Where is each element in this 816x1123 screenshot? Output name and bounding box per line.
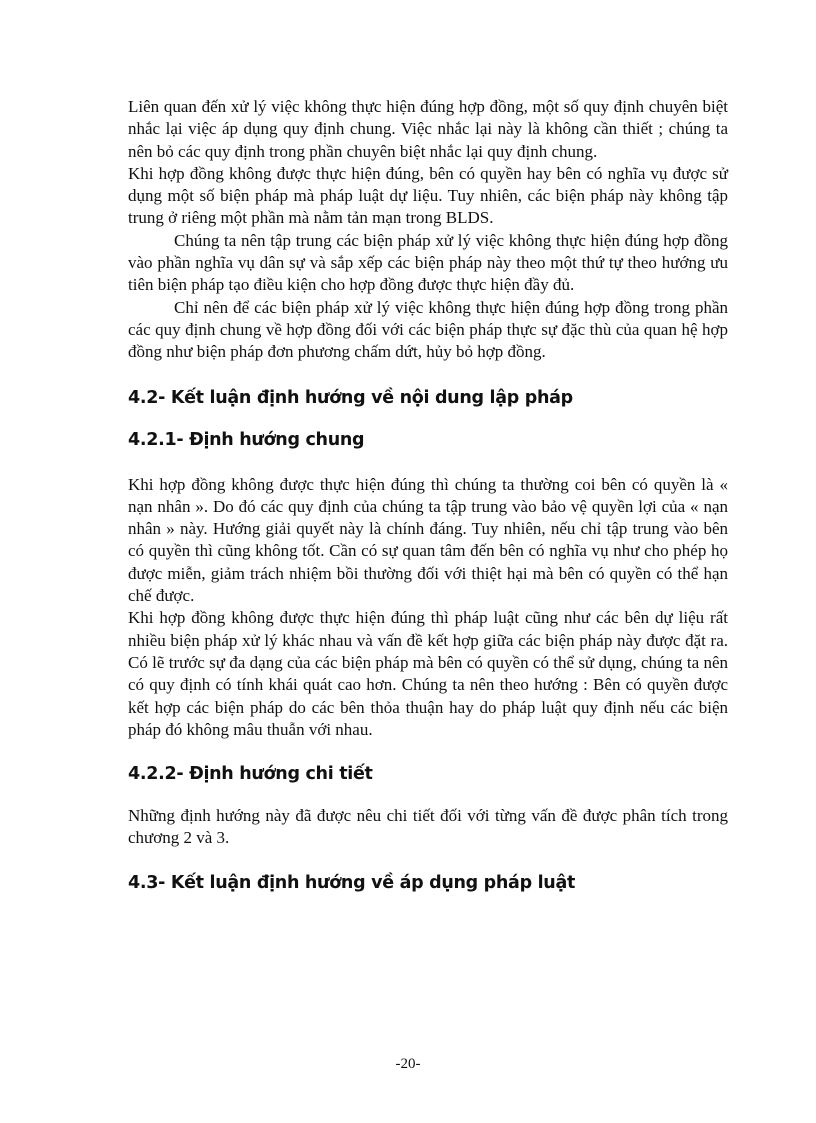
document-page	[128, 96, 728, 895]
heading-4-3: 4.3- Kết luận định hướng về áp dụng pháp luật	[128, 872, 576, 893]
paragraph-combining-remedies: Khi hợp đồng không được thực hiện đúng thì pháp luật cũng như các bên dự liệu rất nhiều biện pháp xử lý khác nhau và vấn đề kết hợp giữa các biện pháp này được đặt ra. Có lẽ trước sự đa dạng của các biện pháp mà bên có quyền có thể sử dụng, chúng ta nên có quy định có tính khái quát cao hơn. Chúng ta nên theo hướng : Bên có quyền được kết hợp các biện pháp do các bên thỏa thuận hay do pháp luật quy định nếu các biện pháp đó không mâu thuẫn với nhau.	[128, 608, 728, 739]
paragraph-detailed-orientation: Những định hướng này đã được nêu chi tiết đối với từng vấn đề được phân tích trong chương 2 và 3.	[128, 806, 728, 848]
paragraph-victim-protection: Khi hợp đồng không được thực hiện đúng thì chúng ta thường coi bên có quyền là « nạn nhân ». Do đó các quy định của chúng ta tập trung vào bảo vệ quyền lợi của « nạn nhân » này. Hướng giải quyết này là chính đáng. Tuy nhiên, nếu chỉ tập trung vào bên có quyền thì cũng không tốt. Cần có sự quan tâm đến bên có nghĩa vụ như cho phép họ được miễn, giảm trách nhiệm bồi thường đối với thiệt hại mà bên có quyền có thể hạn chế được.	[128, 474, 728, 606]
paragraph-specific-remedies: Chỉ nên để các biện pháp xử lý việc không thực hiện đúng hợp đồng trong phần các quy định chung về hợp đồng đối với các biện pháp thực sự đặc thù của quan hệ hợp đồng như biện pháp đơn phương chấm dứt, hủy bỏ hợp đồng.	[128, 297, 728, 362]
paragraph-remedies-scattered: Khi hợp đồng không được thực hiện đúng, bên có quyền hay bên có nghĩa vụ được sử dụng một số biện pháp mà pháp luật dự liệu. Tuy nhiên, các biện pháp này không tập trung ở riêng một phần mà nằm tản mạn trong BLDS.	[128, 163, 728, 228]
heading-4-2: 4.2- Kết luận định hướng về nội dung lập pháp	[128, 387, 573, 408]
heading-4-2-1: 4.2.1- Định hướng chung	[128, 429, 365, 450]
page-number: -20-	[395, 1056, 421, 1072]
paragraph-centralize-remedies: Chúng ta nên tập trung các biện pháp xử lý việc không thực hiện đúng hợp đồng vào phần nghĩa vụ dân sự và sắp xếp các biện pháp này theo một thứ tự theo hướng ưu tiên biện pháp tạo điều kiện cho hợp đồng được thực hiện đầy đủ.	[128, 230, 728, 295]
paragraph-reminder-rules: Liên quan đến xử lý việc không thực hiện đúng hợp đồng, một số quy định chuyên biệt nhắc lại việc áp dụng quy định chung. Việc nhắc lại này là không cần thiết ; chúng ta nên bỏ các quy định trong phần chuyên biệt nhắc lại quy định chung.	[128, 97, 728, 161]
heading-4-2-2: 4.2.2- Định hướng chi tiết	[128, 764, 373, 785]
